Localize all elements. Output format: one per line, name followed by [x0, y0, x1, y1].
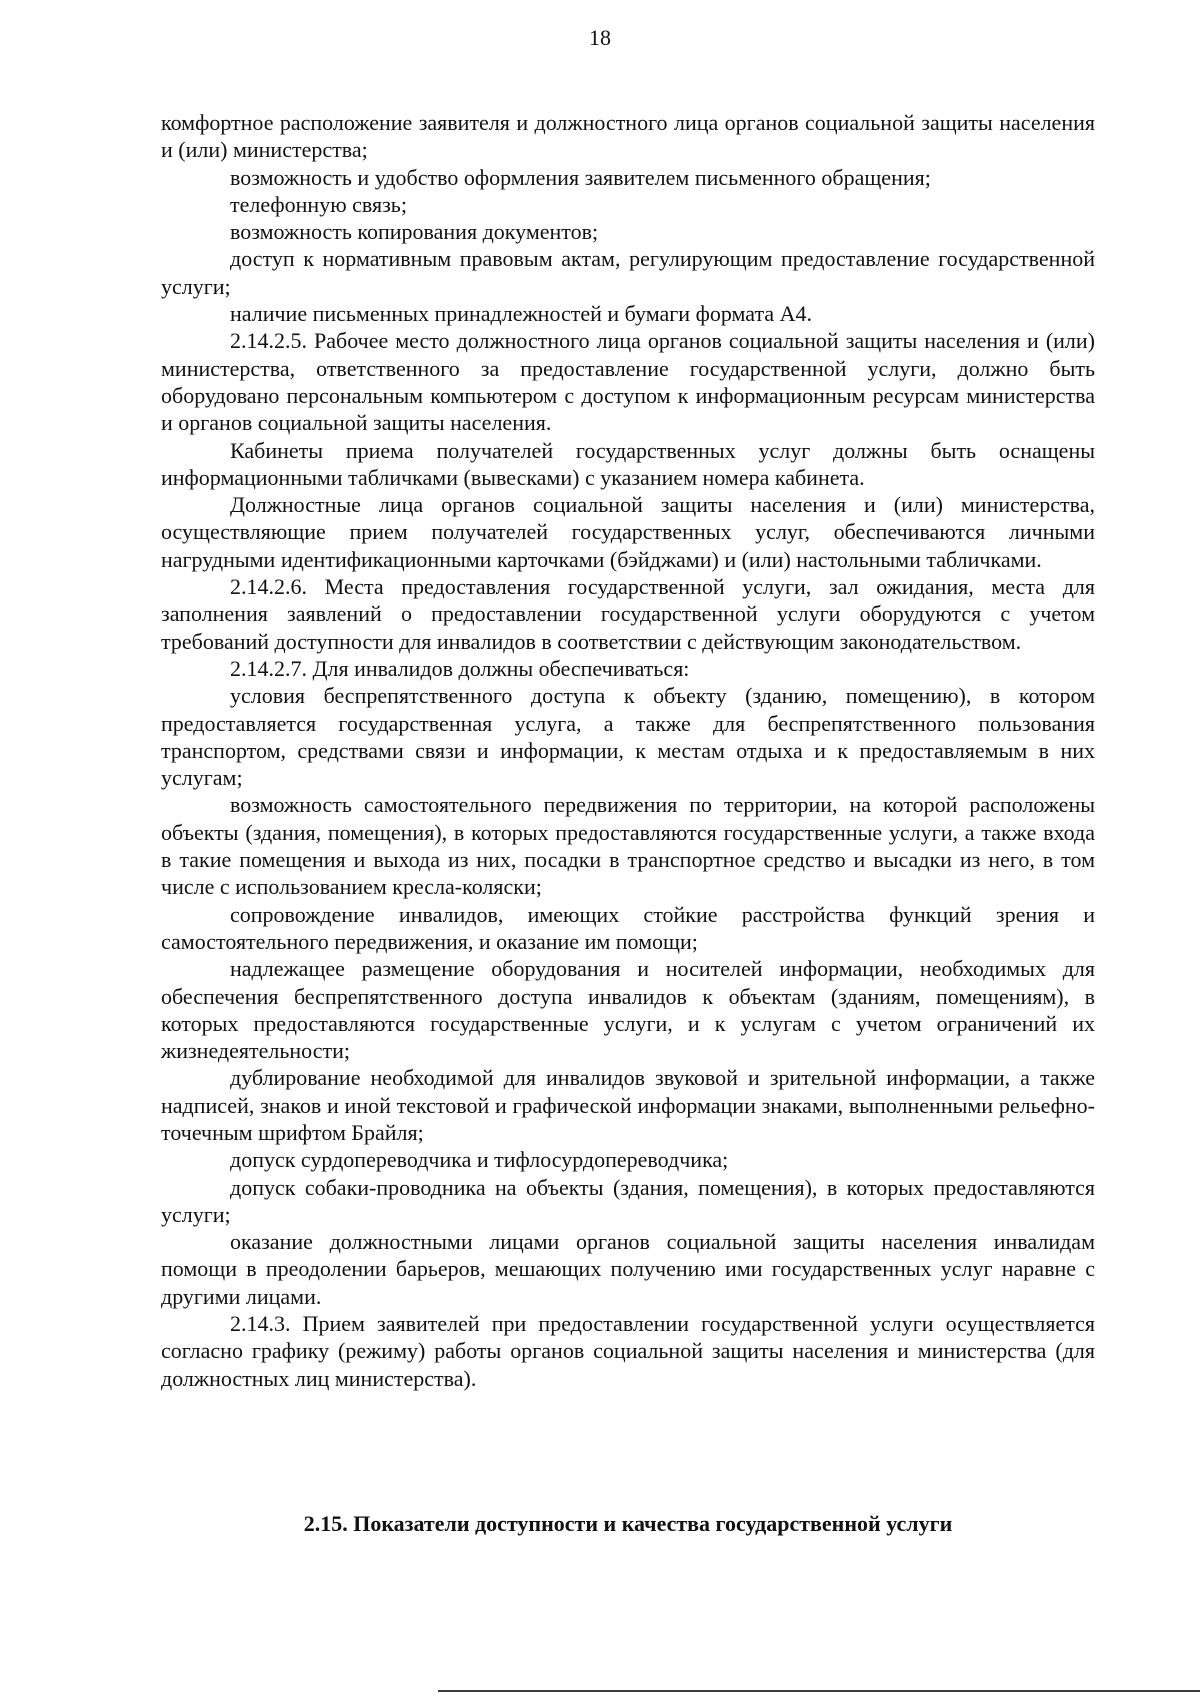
paragraph: телефонную связь; — [230, 191, 407, 217]
paragraph: сопровождение инвалидов, имеющих стойкие расстройства функций зрения и самостоятельного передвижения, и оказание им помощи; — [161, 901, 1095, 954]
paragraph: доступ к нормативным правовым актам, регулирующим предоставление государственной услуги; — [161, 246, 1095, 299]
paragraph: оказание должностными лицами органов социальной защиты населения инвалидам помощи в преодолении барьеров, мешающих получению ими государственных услуг наравне с другими лицами. — [161, 1229, 1095, 1309]
paragraph: 2.14.2.5. Рабочее место должностного лица органов социальной защиты населения и (или) министерства, ответственного за предоставление государственной услуги, должно быть оборудовано персональным компьютером с доступом к информационным ресурсам министерства и органов социальной защиты населения. — [161, 328, 1095, 436]
paragraph-continuation: комфортное расположение заявителя и должностного лица органов социальной защиты населения и (или) министерства; — [161, 110, 1095, 163]
paragraph: 2.14.2.7. Для инвалидов должны обеспечиваться: — [230, 655, 690, 681]
paragraph: возможность копирования документов; — [230, 219, 599, 245]
paragraph: возможность и удобство оформления заявителем письменного обращения; — [230, 164, 931, 190]
page-number: 18 — [589, 25, 611, 50]
paragraph: условия беспрепятственного доступа к объекту (зданию, помещению), в котором предоставляется государственная услуга, а также для беспрепятственного пользования транспортом, средствами связи и информации, к местам отдыха и к предоставляемым в них услугам; — [161, 683, 1095, 791]
paragraph: допуск собаки-проводника на объекты (здания, помещения), в которых предоставляются услуги; — [161, 1174, 1095, 1227]
paragraph: надлежащее размещение оборудования и носителей информации, необходимых для обеспечения беспрепятственного доступа инвалидов к объектам (зданиям, помещениям), в которых предоставляются государственные услуги, и к услугам с учетом ограничений их жизнедеятельности; — [161, 956, 1095, 1064]
paragraph: Кабинеты приема получателей государственных услуг должны быть оснащены информационными табличками (вывесками) с указанием номера кабинета. — [161, 437, 1095, 490]
paragraph: Должностные лица органов социальной защиты населения и (или) министерства, осуществляющие прием получателей государственных услуг, обеспечиваются личными нагрудными идентификационными карточками (бэйджами) и (или) настольными табличками. — [161, 492, 1095, 572]
paragraph: допуск сурдопереводчика и тифлосурдопереводчика; — [230, 1147, 729, 1173]
page-edge-line — [438, 1690, 1200, 1692]
body-text — [161, 109, 1095, 1392]
paragraph: дублирование необходимой для инвалидов звуковой и зрительной информации, а также надписей, знаков и иной текстовой и графической информации знаками, выполненными рельефно-точечным шрифтом Брайля; — [161, 1065, 1095, 1145]
section-heading: 2.15. Показатели доступности и качества государственной услуги — [303, 1511, 953, 1536]
paragraph: наличие письменных принадлежностей и бумаги формата А4. — [230, 301, 813, 327]
paragraph: возможность самостоятельного передвижения по территории, на которой расположены объекты (здания, помещения), в которых предоставляются государственные услуги, а также входа в такие помещения и выхода из них, посадки в транспортное средство и высадки из него, в том числе с использованием кресла-коляски; — [161, 792, 1095, 900]
paragraph: 2.14.3. Прием заявителей при предоставлении государственной услуги осуществляется согласно графику (режиму) работы органов социальной защиты населения и министерства (для должностных лиц министерства). — [161, 1311, 1095, 1391]
paragraph: 2.14.2.6. Места предоставления государственной услуги, зал ожидания, места для заполнения заявлений о предоставлении государственной услуги оборудуются с учетом требований доступности для инвалидов в соответствии с действующим законодательством. — [161, 574, 1095, 654]
